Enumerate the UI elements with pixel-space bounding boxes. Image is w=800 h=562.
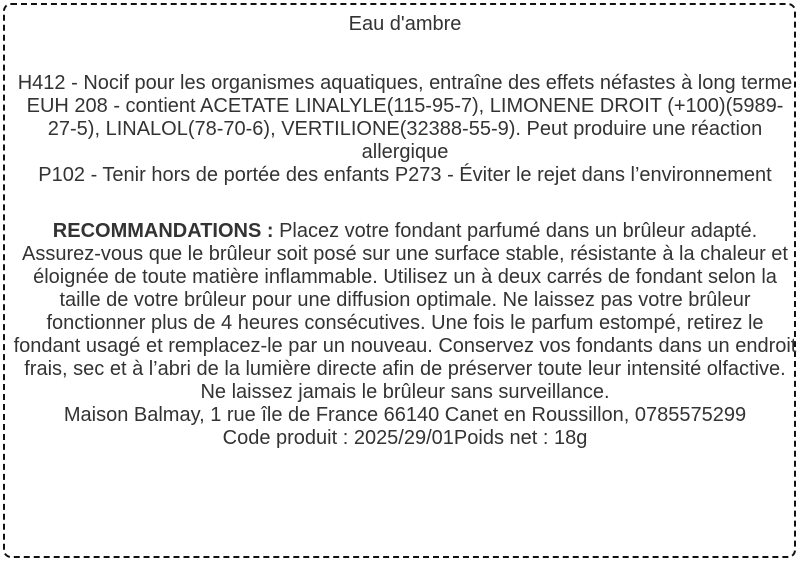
net-weight: Poids net : 18g (453, 427, 588, 449)
spacer (13, 36, 797, 72)
product-code: Code produit : 2025/29/01 (222, 427, 454, 449)
product-info-line (13, 427, 797, 450)
manufacturer-address: Maison Balmay, 1 rue île de France 66140 Canet en Roussillon, 0785575299 (63, 404, 747, 426)
hazard-statement-euh208: EUH 208 - contient ACETATE LINALYLE(115-95-7), LIMONENE DROIT (+100)(5989-27-5), LINALOL(78-70-6), VERTILIONE(32388-55-9). Peut produire une réaction allergique (26, 95, 784, 163)
recommendations-paragraph (13, 220, 797, 404)
precautionary-statement: P102 - Tenir hors de portée des enfants P273 - Éviter le rejet dans l’environnement (38, 164, 772, 186)
recommendations-text: Placez votre fondant parfumé dans un brûleur adapté. Assurez-vous que le brûleur soit posé sur une surface stable, résistante à la chaleur et éloignée de toute matière inflammable. Utilisez un à deux carrés de fondant selon la taille de votre brûleur pour une diffusion optimale. Ne laissez pas votre brûleur fonctionner plus de 4 heures consécutives. Une fois le parfum estompé, retirez le fondant usagé et remplacez-le par un nouveau. Conservez vos fondants dans un endroit frais, sec et à l’abri de la lumière directe afin de préserver toute leur intensité olfactive. Ne laissez jamais le brûleur sans surveillance. (13, 220, 797, 403)
spacer (13, 187, 797, 220)
label-content (13, 13, 797, 450)
product-name: Eau d'ambre (348, 13, 462, 35)
recommendations-title: RECOMMANDATIONS : (52, 220, 274, 242)
product-label (3, 3, 796, 558)
hazard-statement-h412: H412 - Nocif pour les organismes aquatiques, entraîne des effets néfastes à long terme (17, 72, 793, 94)
